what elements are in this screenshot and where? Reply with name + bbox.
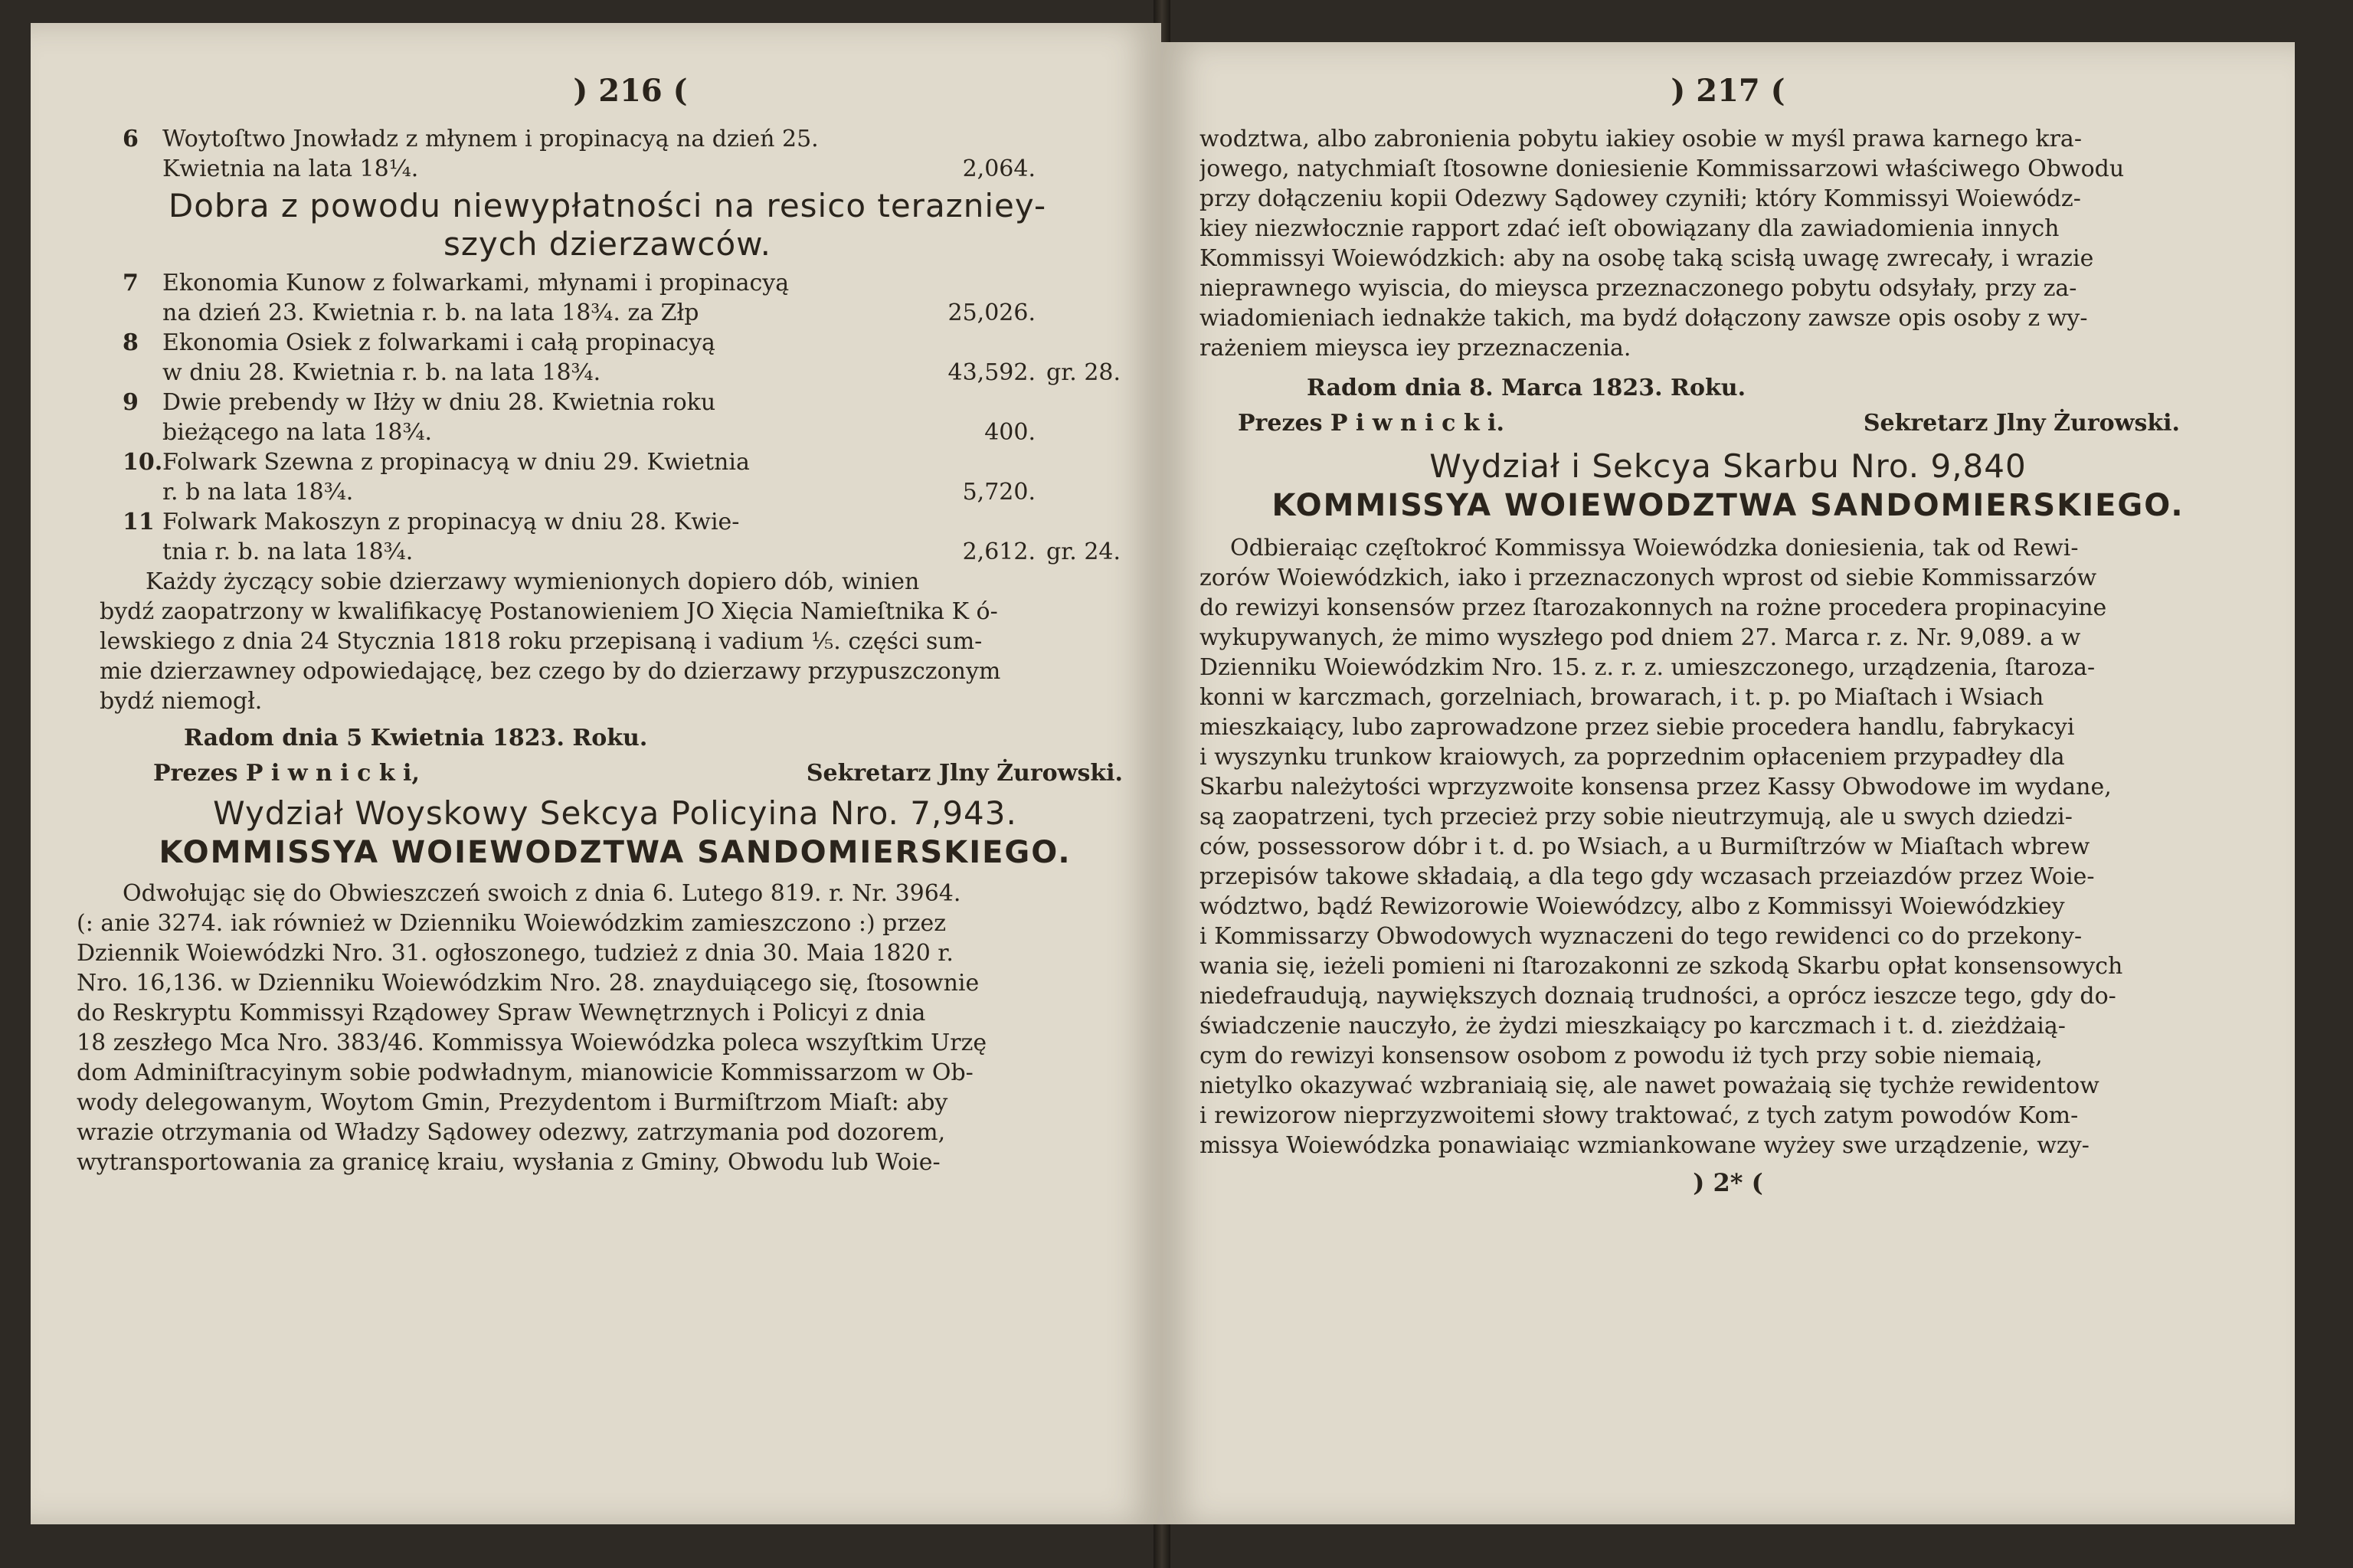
section-heading-dobra — [77, 187, 1138, 264]
entry-line2: bieżącego na lata 18¾. — [162, 419, 433, 446]
entry-line2: r. b na lata 18¾. — [162, 479, 354, 506]
text-line: Dzienniku Woiewódzkim Nro. 15. z. r. z. umieszczonego, urządzenia, ſtaroza- — [1199, 654, 2096, 681]
entry-number: 8 — [123, 329, 139, 356]
text-line: lewskiego z dnia 24 Stycznia 1818 roku przepisaną i vadium ⅕. części sum- — [100, 628, 983, 655]
prezes-signature: Prezes P i w n i c k i. — [1238, 410, 1504, 437]
text-line: wodztwa, albo zabronienia pobytu iakiey osobie w myśl prawa karnego kra- — [1199, 126, 2082, 152]
text-line: mieszkaiący, lubo zaprowadzone przez siebie procedera handlu, fabrykacyi — [1199, 714, 2075, 741]
text-line: Skarbu należytości wprzyzwoite konsensa przez Kassy Obwodowe im wydane, — [1199, 774, 2112, 800]
text-line: Odbieraiąc częſtokroć Kommissya Woiewódzka doniesienia, tak od Rewi- — [1230, 535, 2079, 561]
left-page — [31, 23, 1161, 1524]
text-line: wiadomieniach iednakże takich, ma bydź dołączony zawsze opis osoby z wy- — [1199, 305, 2088, 332]
left-page-content — [31, 23, 1161, 1177]
text-line: 18 zeszłego Mca Nro. 383/46. Kommissya Woiewódzka poleca wszyſtkim Urzę — [77, 1030, 987, 1056]
text-line: kiey niezwłocznie rapport zdać ieſt obowiązany dla zawiadomienia innych — [1199, 215, 2060, 242]
department-heading: Wydział i Sekcya Skarbu Nro. 9,840 — [1429, 447, 2027, 485]
text-line: zorów Woiewódzkich, iako i przeznaczonych wprost od siebie Kommissarzów — [1199, 565, 2097, 591]
paragraph-dzierzawa — [100, 567, 1138, 716]
entry-gr — [1036, 298, 1138, 328]
text-line: nieprawnego wyiscia, do mieysca przeznaczonego pobytu odsyłały, przy za- — [1199, 275, 2077, 302]
entry-line1: Woytoſtwo Jnowładz z młynem i propinacyą na dzień 25. — [162, 126, 819, 152]
entry-line2: tnia r. b. na lata 18¾. — [162, 538, 414, 565]
entry-gr — [1036, 154, 1138, 184]
text-line: Każdy życzący sobie dzierzawy wymienionych dopiero dób, winien — [146, 568, 920, 595]
commission-heading: KOMMISSYA WOIEWODZTWA SANDOMIERSKIEGO. — [1271, 488, 2184, 523]
text-line: przepisów takowe składaią, a dla tego gdy wczasach przeiazdów przez Woie- — [1199, 863, 2095, 890]
entry-number: 9 — [123, 389, 139, 416]
text-line: i wyszynku trunkow kraiowych, za poprzednim opłaceniem przypadłey dla — [1199, 744, 2065, 771]
dateline: Radom dnia 5 Kwietnia 1823. Roku. — [184, 725, 648, 751]
text-line: cym do rewizyi konsensow osobom z powodu iż tych przy sobie niemaią, — [1199, 1043, 2043, 1069]
entry-amount: 400. — [984, 419, 1036, 446]
text-line: niedefraudują, naywiększych doznaią trudności, a oprócz ieszcze tego, gdy do- — [1199, 983, 2116, 1010]
right-page — [1161, 42, 2295, 1524]
entry-line2: na dzień 23. Kwietnia r. b. na lata 18¾. za Złp — [162, 300, 699, 326]
entry-line2: Kwietnia na lata 18¼. — [162, 155, 419, 182]
text-line: wykupywanych, że mimo wyszłego pod dniem 27. Marca r. z. Nr. 9,089. a w — [1199, 624, 2081, 651]
text-line: Kommissyi Woiewódzkich: aby na osobę taką scisłą uwagę zwrecały, i wrazie — [1199, 245, 2094, 272]
entry-amount: 2,612. — [962, 538, 1036, 565]
entry-9 — [123, 388, 1138, 447]
text-line: ców, possessorow dóbr i t. d. po Wsiach, a u Burmiſtrzów w Miaſtach wbrew — [1199, 833, 2090, 860]
paragraph-odbierajac — [1199, 533, 2256, 1160]
entry-number: 6 — [123, 126, 139, 152]
entry-line2: w dniu 28. Kwietnia r. b. na lata 18¾. — [162, 359, 601, 386]
right-page-content — [1161, 42, 2295, 1197]
page-number-left: ) 216 ( — [573, 73, 688, 109]
commission-heading: KOMMISSYA WOIEWODZTWA SANDOMIERSKIEGO. — [159, 835, 1072, 870]
sekretarz-signature: Sekretarz Jlny Żurowski. — [806, 760, 1123, 787]
text-line: Odwołując się do Obwieszczeń swoich z dnia 6. Lutego 819. r. Nr. 3964. — [123, 880, 961, 907]
entry-amount: 25,026. — [947, 300, 1036, 326]
text-line: (: anie 3274. iak również w Dzienniku Woiewódzkim zamieszczono :) przez — [77, 910, 947, 937]
text-line: mie dzierzawney odpowiedającę, bez czego by do dzierzawy przypuszczonym — [100, 658, 1001, 685]
entry-gr: gr. 28. — [1046, 359, 1121, 386]
heading-line: szych dzierzawców. — [443, 225, 772, 263]
signers — [123, 756, 1138, 791]
text-line: rażeniem mieysca iey przeznaczenia. — [1199, 335, 1631, 362]
text-line: bydź niemogł. — [100, 688, 263, 715]
text-line: Nro. 16,136. w Dzienniku Woiewódzkim Nro. 28. znayduiącego się, ſtosownie — [77, 970, 980, 997]
entry-10 — [123, 447, 1138, 507]
text-line: bydź zaopatrzony w kwalifikacyę Postanowieniem JO Xięcia Namieſtnika K ó- — [100, 598, 998, 625]
text-line: missya Woiewódzka ponawiaiąc wzmiankowane wyżey swe urządzenie, wzy- — [1199, 1132, 2090, 1159]
prezes-signature: Prezes P i w n i c k i, — [153, 760, 420, 787]
entry-number: 11 — [123, 509, 155, 535]
entry-line1: Ekonomia Osiek z folwarkami i całą propinacyą — [162, 329, 715, 356]
entry-number: 7 — [123, 270, 139, 296]
entry-11 — [123, 507, 1138, 567]
text-line: i Kommissarzy Obwodowych wyznaczeni do tego rewidenci co do przekony- — [1199, 923, 2083, 950]
entry-line1: Ekonomia Kunow z folwarkami, młynami i propinacyą — [162, 270, 790, 296]
text-line: jowego, natychmiaſt ſtosowne doniesienie Kommissarzowi właściwego Obwodu — [1199, 155, 2125, 182]
text-line: nietylko okazywać wzbraniaią się, ale nawet poważaią się tychże rewidentow — [1199, 1072, 2099, 1099]
text-line: do Reskryptu Kommissyi Rządowey Spraw Wewnętrznych i Policyi z dnia — [77, 1000, 926, 1026]
text-line: przy dołączeniu kopii Odezwy Sądowey czyniłi; który Kommissyi Woiewódz- — [1199, 185, 2081, 212]
paragraph-wodztwa — [1199, 124, 2256, 363]
entry-gr — [1036, 417, 1138, 447]
text-line: wania się, ieżeli pomieni ni ſtarozakonni ze szkodą Skarbu opłat konsensowych — [1199, 953, 2123, 980]
entry-line1: Folwark Szewna z propinacyą w dniu 29. Kwietnia — [162, 449, 750, 476]
entry-gr: gr. 24. — [1046, 538, 1121, 565]
text-line: wrazie otrzymania od Władzy Sądowey odezwy, zatrzymania pod dozorem, — [77, 1119, 946, 1146]
text-line: wództwo, bądź Rewizorowie Woiewódzcy, albo z Kommissyi Woiewódzkiey — [1199, 893, 2065, 920]
text-line: wody delegowanym, Woytom Gmin, Prezydentom i Burmiſtrzom Miaſt: aby — [77, 1089, 948, 1116]
entry-line1: Folwark Makoszyn z propinacyą w dniu 28. Kwie- — [162, 509, 740, 535]
heading-line: Dobra z powodu niewypłatności na resico terazniey- — [168, 187, 1047, 224]
entry-7 — [123, 268, 1138, 328]
entry-amount: 43,592. — [947, 359, 1036, 386]
department-heading: Wydział Woyskowy Sekcya Policyina Nro. 7,943. — [213, 794, 1017, 832]
page-number-right: ) 217 ( — [1671, 73, 1785, 109]
paragraph-odwolujac — [77, 879, 1138, 1177]
text-line: wytransportowania za granicę kraiu, wysłania z Gminy, Obwodu lub Woie- — [77, 1149, 941, 1176]
entry-amount: 2,064. — [962, 155, 1036, 182]
dateline: Radom dnia 8. Marca 1823. Roku. — [1307, 375, 1746, 401]
sekretarz-signature: Sekretarz Jlny Żurowski. — [1863, 410, 2180, 437]
text-line: do rewizyi konsensów przez ſtarozakonnych na rożne procedera propinacyine — [1199, 594, 2107, 621]
signers — [1199, 406, 2256, 441]
entry-amount: 5,720. — [962, 479, 1036, 506]
text-line: dom Adminiſtracyinym sobie podwładnym, mianowicie Kommissarzom w Ob- — [77, 1059, 974, 1086]
entry-line1: Dwie prebendy w Iłży w dniu 28. Kwietnia roku — [162, 389, 716, 416]
entry-number: 10. — [123, 449, 163, 476]
text-line: świadczenie nauczyło, że żydzi mieszkaiący po karczmach i t. d. zieżdżaią- — [1199, 1013, 2066, 1039]
entry-gr — [1036, 477, 1138, 507]
text-line: i rewizorow nieprzyzwoitemi słowy traktować, z tych zatym powodów Kom- — [1199, 1102, 2079, 1129]
text-line: są zaopatrzeni, tych przecież przy sobie nieutrzymują, ale u swych dziedzi- — [1199, 804, 2073, 830]
text-line: konni w karczmach, gorzelniach, browarach, i t. p. po Miaſtach i Wsiach — [1199, 684, 2044, 711]
entry-6 — [123, 124, 1138, 184]
entry-8 — [123, 328, 1138, 388]
catchword: ) 2* ( — [1693, 1168, 1763, 1197]
text-line: Dziennik Woiewódzki Nro. 31. ogłoszonego, tudzież z dnia 30. Maia 1820 r. — [77, 940, 954, 967]
